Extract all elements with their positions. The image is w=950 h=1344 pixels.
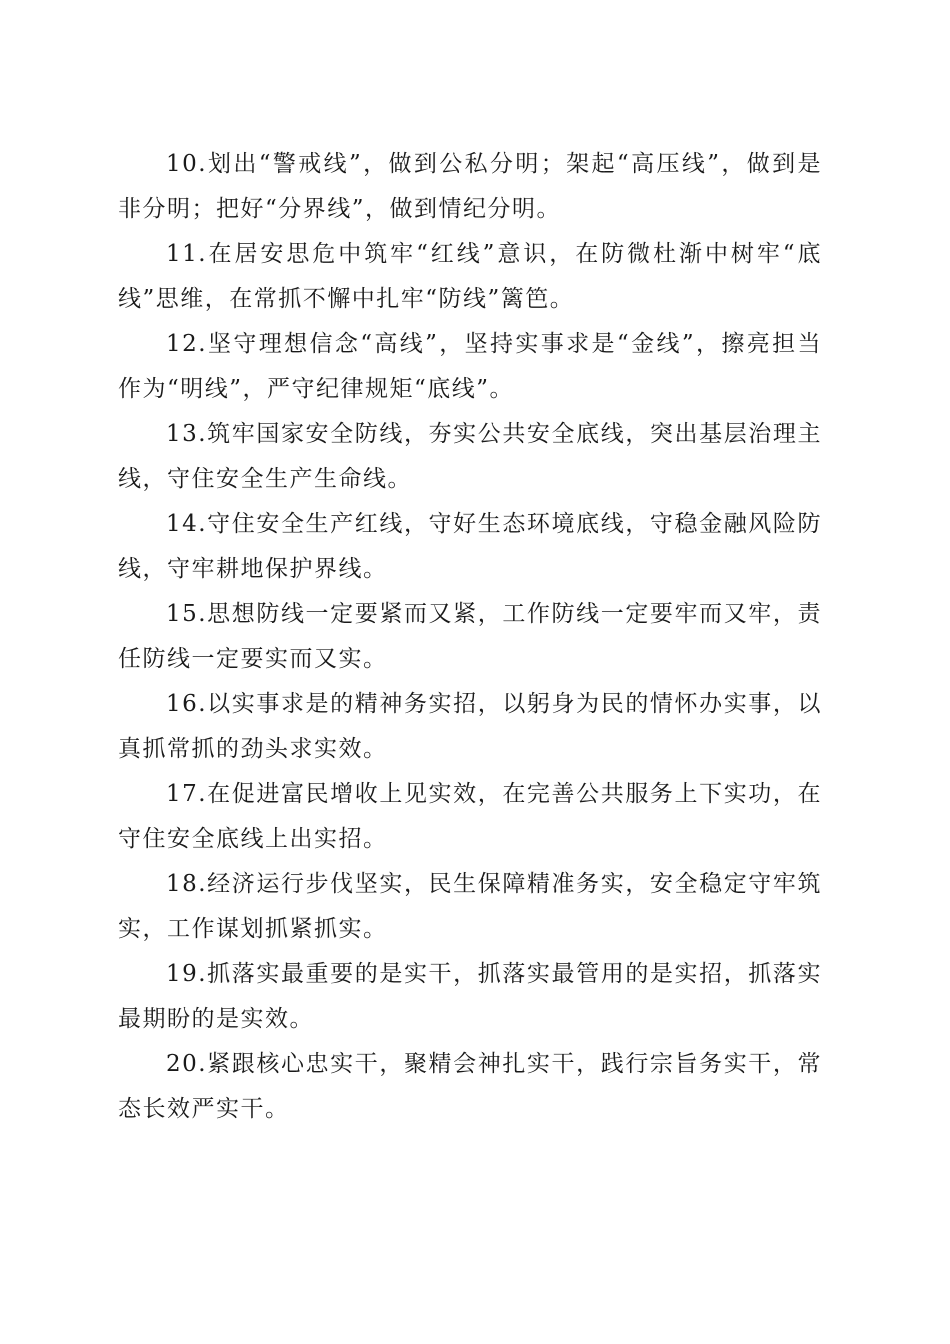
list-item-18: 18.经济运行步伐坚实，民生保障精准务实，安全稳定守牢筑实，工作谋划抓紧抓实。 <box>118 871 822 942</box>
list-item-11: 11.在居安思危中筑牢“红线”意识，在防微杜渐中树牢“底线”思维，在常抓不懈中扎牢“防线”篱笆。 <box>118 241 822 312</box>
list-item-16: 16.以实事求是的精神务实招，以躬身为民的情怀办实事，以真抓常抓的劲头求实效。 <box>118 691 822 762</box>
list-item-19: 19.抓落实最重要的是实干，抓落实最管用的是实招，抓落实最期盼的是实效。 <box>118 961 822 1032</box>
list-item-17: 17.在促进富民增收上见实效，在完善公共服务上下实功，在守住安全底线上出实招。 <box>118 781 822 852</box>
list-item-15: 15.思想防线一定要紧而又紧，工作防线一定要牢而又牢，责任防线一定要实而又实。 <box>118 601 822 672</box>
list-item-10: 10.划出“警戒线”，做到公私分明；架起“高压线”，做到是非分明；把好“分界线”，做到情纪分明。 <box>118 151 822 222</box>
list-item-12: 12.坚守理想信念“高线”，坚持实事求是“金线”，擦亮担当作为“明线”，严守纪律规矩“底线”。 <box>118 331 822 402</box>
document-body <box>118 142 822 1132</box>
list-item-13: 13.筑牢国家安全防线，夯实公共安全底线，突出基层治理主线，守住安全生产生命线。 <box>118 421 822 492</box>
list-item-20: 20.紧跟核心忠实干，聚精会神扎实干，践行宗旨务实干，常态长效严实干。 <box>118 1051 822 1122</box>
list-item-14: 14.守住安全生产红线，守好生态环境底线，守稳金融风险防线，守牢耕地保护界线。 <box>118 511 822 582</box>
